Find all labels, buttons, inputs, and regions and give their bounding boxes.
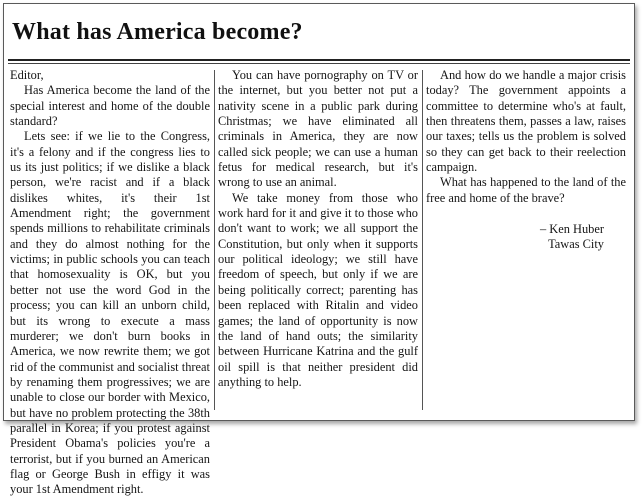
headline-rule xyxy=(8,59,630,61)
salutation: Editor, xyxy=(10,68,44,82)
paragraph: And how do we handle a major crisis today? The government appoints a committee to determine who's at fault, then threatens them, passes a law, raises our taxes; tells us the problem is solved so they can get back to their reelection campaign. xyxy=(426,68,626,175)
newspaper-clipping xyxy=(3,3,635,497)
column-3 xyxy=(426,68,626,412)
paragraph: You can have pornography on TV or the internet, but you better not put a nativity scene in a public park during Christmas; we have eliminated all criminals in America, they are now called sick people; we can use a human fetus for medical research, but it's wrong to use an animal. xyxy=(218,68,418,190)
column-1 xyxy=(10,68,210,497)
headline: What has America become? xyxy=(12,19,303,45)
headline-rule-thin xyxy=(8,63,630,64)
letter-columns xyxy=(10,68,630,497)
signature-city: Tawas City xyxy=(548,237,604,252)
paragraph: Has America become the land of the special interest and home of the double standard? xyxy=(10,83,210,129)
signature-name: – Ken Huber xyxy=(540,222,604,237)
paragraph: We take money from those who work hard for it and give it to those who don't want to work; we all support the Constitution, but only when it supports our political ideology; we still have freedom of speech, but only if we are being politically correct; parenting has been replaced with Ritalin and video games; the land of opportunity is now the land of hand outs; the similarity between Hurricane Katrina and the gulf oil spill is that neither president did anything to help. xyxy=(218,190,418,389)
column-divider xyxy=(422,70,423,410)
paragraph: Lets see: if we lie to the Congress, it's a felony and if the congress lies to us its just politics; if we dislike a black person, we're racist and if a black dislikes whites, it's their 1st Amendment right; the government spends millions to rehabilitate criminals and they do almost nothing for the victims; in public schools you can teach that homosexuality is OK, but you better not use the word God in the process; you can kill an unborn child, but its wrong to execute a mass murderer; we don't burn books in America, we now rewrite them; we got rid of the communist and socialist threat by renaming them progressives; we are unable to close our border with Mexico, but have no problem protecting the 38th parallel in Korea; if you protest against President Obama's policies you're a terrorist, but if you burned an American flag or George Bush in effigy it was your 1st Amendment right. xyxy=(10,129,210,497)
paragraph: What has happened to the land of the free and home of the brave? xyxy=(426,175,626,205)
column-divider xyxy=(214,70,215,410)
column-2 xyxy=(218,68,418,412)
signature xyxy=(426,222,626,253)
